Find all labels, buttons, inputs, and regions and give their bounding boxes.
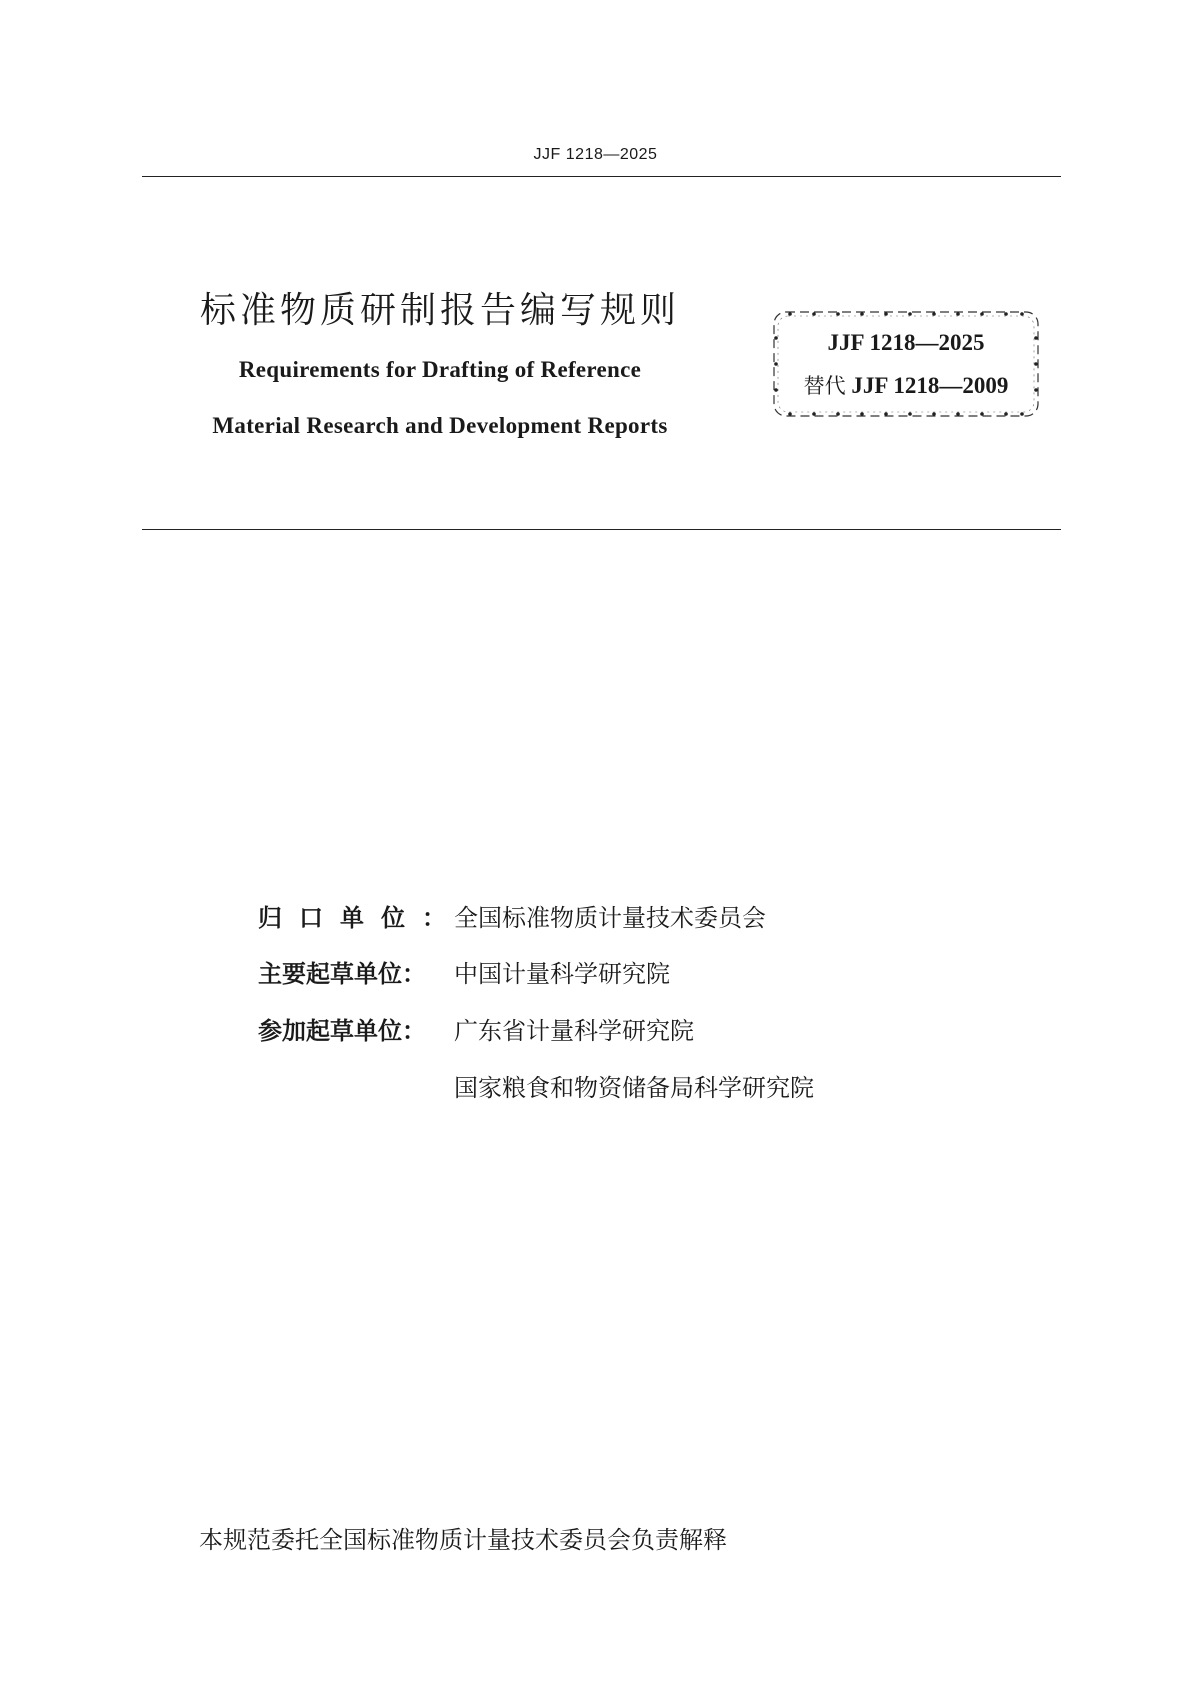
main-drafter-row [258, 954, 670, 994]
participating-drafter-row [258, 1011, 694, 1051]
replaces-prefix: 替代 [803, 374, 846, 398]
title-english-line-2: Material Research and Development Reports [212, 413, 668, 438]
participating-drafter-value: 广东省计量科学研究院 [454, 1017, 694, 1045]
replaced-standard-line [770, 370, 1042, 400]
running-head: JJF 1218—2025 [533, 146, 658, 163]
main-drafter-value: 中国计量科学研究院 [454, 960, 670, 988]
title-english-line-1: Requirements for Drafting of Reference [238, 357, 642, 382]
participating-drafter-row-2 [454, 1068, 814, 1108]
standard-code-box [770, 308, 1042, 420]
current-standard-code: JJF 1218—2025 [827, 330, 985, 355]
decorative-border [770, 308, 1042, 420]
responsible-unit-label: 归口单位： [258, 904, 463, 932]
responsible-unit-value: 全国标准物质计量技术委员会 [454, 904, 766, 932]
interpretation-note: 本规范委托全国标准物质计量技术委员会负责解释 [199, 1526, 727, 1554]
title-chinese: 标准物质研制报告编写规则 [199, 290, 680, 331]
main-drafter-label: 主要起草单位： [258, 960, 426, 988]
responsible-unit-row [258, 898, 766, 938]
participating-drafter-value: 国家粮食和物资储备局科学研究院 [454, 1074, 814, 1102]
replaced-standard-code: JJF 1218—2009 [851, 373, 1009, 398]
bottom-divider [142, 529, 1061, 530]
top-divider [142, 176, 1061, 177]
participating-drafter-label: 参加起草单位： [258, 1017, 426, 1045]
